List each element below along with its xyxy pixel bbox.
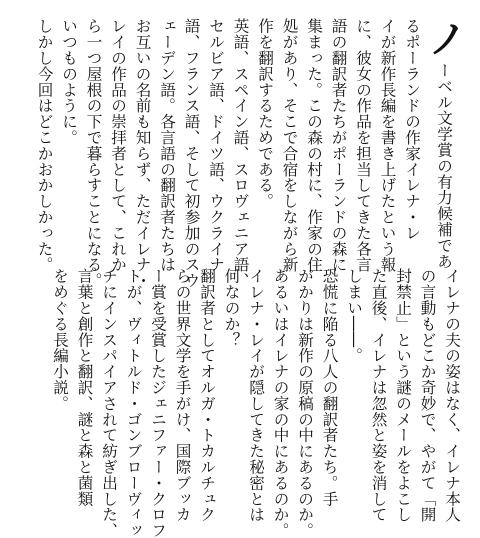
synopsis-line: た直後、イレナは忽然と姿を消して: [369, 268, 388, 523]
synopsis-line: らの世界文学を手がけ、国際ブッカ: [173, 268, 192, 523]
synopsis-line: 翻訳者としてオルガ・トカルチュク: [198, 268, 216, 523]
synopsis-line: お互いの名前も知らず、ただイレナ・: [133, 18, 152, 289]
synopsis-bottom-block: [48, 268, 465, 538]
synopsis-line: レイの作品の崇拝者として、これか: [109, 18, 127, 273]
synopsis-line: イが新作長編を書き上げたという報: [378, 18, 397, 273]
synopsis-line: をめぐる長編小説。: [51, 268, 69, 412]
synopsis-line: セルビア語、ドイツ語、ウクライナ: [207, 18, 225, 273]
synopsis-line: イレナの夫の姿はなく、イレナ本人: [443, 268, 461, 523]
synopsis-line: ェーデン語。各言語の翻訳者たちは: [158, 18, 176, 273]
synopsis-top-block: [32, 18, 467, 289]
drop-cap: ノ: [421, 18, 467, 59]
synopsis-line: しかし今回はどこかおかしかった。: [35, 18, 54, 273]
synopsis-line: 何なのか？: [222, 268, 241, 348]
synopsis-line: 言葉と創作と翻訳、謎と森と菌類: [75, 268, 94, 507]
synopsis-line: がかりは新作の原稿の中にあるのか。: [296, 268, 314, 538]
synopsis-line: あるいはイレナの家の中にあるのか。: [271, 268, 290, 538]
synopsis-line: ノーベル文学賞の有力候補であ: [421, 18, 467, 270]
synopsis-line: の言動もどこか奇妙で、やがて「開: [418, 268, 437, 523]
synopsis-line: イレナ・レイが隠してきた秘密とは: [247, 268, 265, 523]
synopsis-line: 語、フランス語、そして初参加のスウ: [182, 18, 201, 289]
synopsis-line: 集まった。この森の村に、作家の住: [305, 18, 323, 273]
synopsis-line: いつものように。: [60, 18, 78, 146]
synopsis-line: に、彼女の作品を担当してきた各言: [354, 18, 372, 273]
synopsis-line: ー賞を受賞したジェニファー・クロフ: [149, 268, 167, 538]
synopsis-line: ら一つ屋根の下で暮らすことになる。: [84, 18, 103, 289]
synopsis-line: チにインスパイアされて紡ぎ出した、: [100, 268, 118, 538]
synopsis-line: 恐慌に陥る八人の翻訳者たち。手: [320, 268, 339, 507]
synopsis-line: 作を翻訳するためである。: [256, 18, 274, 209]
synopsis-line: 英語、スペイン語、スロヴェニア語、: [231, 18, 250, 289]
synopsis-line: 語の翻訳者たちがポーランドの森に: [329, 18, 348, 273]
synopsis-line: るポーランドの作家イレナ・レ: [403, 18, 421, 241]
synopsis-line: しまい――。: [345, 268, 363, 364]
synopsis-line: 封禁止」という謎のメールをよこし: [394, 268, 412, 523]
synopsis-line: 処があり、そこで合宿をしながら新: [280, 18, 299, 273]
synopsis-line: トが、ヴィトルド・ゴンブローヴィッ: [124, 268, 143, 538]
